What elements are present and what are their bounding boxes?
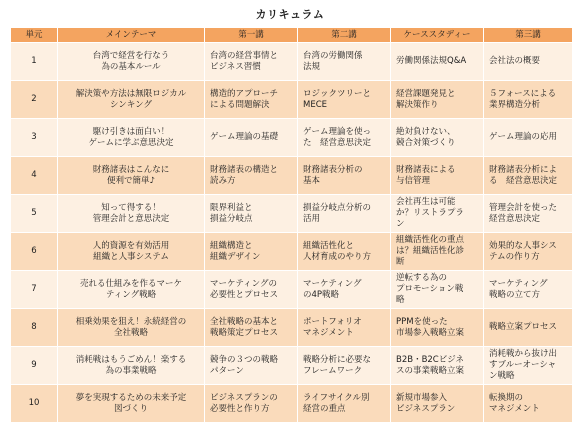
cell-text-line: 夢を実現するための未来予定 bbox=[75, 392, 187, 403]
cell-text-line: ゲームに学ぶ意思決定 bbox=[88, 137, 174, 148]
lecture-1-cell bbox=[205, 385, 298, 423]
cell-text-line: MECE bbox=[303, 99, 328, 110]
main-theme-cell bbox=[58, 43, 205, 81]
cell-text-line: ビジネスプランの bbox=[210, 392, 278, 403]
cell-text-line: 競争の３つの戦略 bbox=[210, 354, 279, 365]
cell-text-line: プロモーション戦 bbox=[396, 284, 464, 295]
main-theme-cell bbox=[58, 157, 205, 195]
lecture-2-cell bbox=[298, 81, 391, 119]
lecture-3-cell bbox=[484, 43, 573, 81]
cell-text-line: 転換期の bbox=[489, 392, 524, 403]
cell-text-line: 財務諸表の構造と bbox=[210, 164, 279, 175]
unit-number-cell: 1 bbox=[11, 43, 58, 81]
lecture-1-cell bbox=[205, 119, 298, 157]
cell-text-line: による問題解決 bbox=[210, 99, 270, 110]
case-study-cell bbox=[391, 347, 484, 385]
cell-text-line: 与信管理 bbox=[396, 175, 431, 186]
cell-text-line: 経営課題発見と bbox=[396, 88, 456, 99]
cell-text-line: 絶対負けない、 bbox=[396, 126, 456, 137]
cell-text-line: 活用 bbox=[303, 213, 321, 224]
cell-text-line: 戦略分析に必要な bbox=[303, 354, 372, 365]
cell-text-line: 財務諸表はこんなに bbox=[92, 164, 170, 175]
cell-text-line: 競合対策づくり bbox=[396, 137, 456, 148]
lecture-2-cell bbox=[298, 271, 391, 309]
cell-text-line: シンキング bbox=[109, 99, 153, 110]
lecture-3-cell bbox=[484, 233, 573, 271]
unit-number-cell: 2 bbox=[11, 81, 58, 119]
cell-text-line: 損益分岐点分析の bbox=[303, 202, 372, 213]
lecture-1-cell bbox=[205, 309, 298, 347]
cell-text-line: 略 bbox=[396, 294, 405, 305]
cell-text-line: 全社戦略 bbox=[113, 327, 148, 338]
lecture-1-cell bbox=[205, 347, 298, 385]
header-main-theme: メインテーマ bbox=[58, 28, 205, 43]
cell-text-line: ビジネスプラン bbox=[396, 403, 456, 414]
lecture-3-cell bbox=[484, 271, 573, 309]
table-row bbox=[11, 385, 573, 423]
unit-number-cell: 5 bbox=[11, 195, 58, 233]
cell-text-line: 組織活性化の重点 bbox=[396, 235, 465, 246]
main-theme-cell bbox=[58, 81, 205, 119]
cell-text-line: 必要性とプロセス bbox=[210, 289, 279, 300]
cell-text-line: 人材育成のやり方 bbox=[303, 251, 372, 262]
cell-text-line: 駆け引きは面白い！ bbox=[92, 126, 170, 137]
cell-text-line: ライフサイクル別 bbox=[303, 392, 370, 403]
page-title: カリキュラム bbox=[255, 8, 325, 21]
cell-text-line: 財務諸表による bbox=[396, 164, 456, 175]
lecture-2-cell bbox=[298, 157, 391, 195]
cell-text-line: 断 bbox=[396, 256, 405, 267]
cell-text-line: 戦略策定プロセス bbox=[210, 327, 279, 338]
cell-text-line: 人的資源を有効活用 bbox=[92, 240, 170, 251]
cell-text-line: 経営の重点 bbox=[303, 403, 346, 414]
cell-text-line: テムの作り方 bbox=[489, 251, 540, 262]
cell-text-line: 解決策作り bbox=[396, 99, 439, 110]
main-theme-cell bbox=[58, 309, 205, 347]
cell-text-line: 全社戦略の基本と bbox=[210, 316, 279, 327]
cell-text-line: は？組織活性化診 bbox=[396, 246, 465, 257]
cell-text-line: B2B・B2Cビジネ bbox=[396, 354, 464, 365]
lecture-3-cell bbox=[484, 81, 573, 119]
main-theme-cell bbox=[58, 233, 205, 271]
cell-text-line: 基本 bbox=[303, 175, 321, 186]
lecture-2-cell bbox=[298, 233, 391, 271]
cell-text-line: ゲーム理論の基礎 bbox=[210, 132, 279, 143]
header-row bbox=[11, 28, 573, 43]
lecture-2-cell bbox=[298, 309, 391, 347]
lecture-1-cell bbox=[205, 157, 298, 195]
cell-text-line: 会社法の概要 bbox=[489, 56, 541, 67]
cell-text-line: 法規 bbox=[303, 61, 321, 72]
unit-number-cell: 4 bbox=[11, 157, 58, 195]
table-row bbox=[11, 157, 573, 195]
case-study-cell bbox=[391, 385, 484, 423]
table-row bbox=[11, 195, 573, 233]
header-lecture-3: 第三講 bbox=[484, 28, 573, 43]
table-row bbox=[11, 81, 573, 119]
cell-text-line: 損益分岐点 bbox=[210, 213, 253, 224]
cell-text-line: マネジメント bbox=[489, 403, 540, 414]
cell-text-line: 経営意思決定 bbox=[489, 213, 541, 224]
case-study-cell bbox=[391, 119, 484, 157]
cell-text-line: マーケティング bbox=[489, 278, 548, 289]
case-study-cell bbox=[391, 81, 484, 119]
cell-text-line: 組織活性化と bbox=[303, 240, 355, 251]
lecture-3-cell bbox=[484, 309, 573, 347]
case-study-cell bbox=[391, 195, 484, 233]
cell-text-line: ロジックツリーと bbox=[303, 88, 372, 99]
case-study-cell bbox=[391, 43, 484, 81]
table-body bbox=[11, 43, 573, 423]
main-theme-cell bbox=[58, 119, 205, 157]
lecture-2-cell bbox=[298, 385, 391, 423]
case-study-cell bbox=[391, 271, 484, 309]
cell-text-line: 業界構造分析 bbox=[489, 99, 541, 110]
lecture-3-cell bbox=[484, 347, 573, 385]
cell-text-line: ティング戦略 bbox=[105, 289, 157, 300]
lecture-2-cell bbox=[298, 43, 391, 81]
unit-number-cell: 8 bbox=[11, 309, 58, 347]
cell-text-line: 消耗戦から抜け出 bbox=[489, 349, 558, 360]
cell-text-line: 管理会計を使った bbox=[489, 202, 558, 213]
cell-text-line: の4P戦略 bbox=[303, 289, 340, 300]
unit-number-cell: 6 bbox=[11, 233, 58, 271]
main-theme-cell bbox=[58, 195, 205, 233]
cell-text-line: 組織デザイン bbox=[210, 251, 261, 262]
cell-text-line: フレームワーク bbox=[303, 365, 363, 376]
cell-text-line: 新規市場参入 bbox=[396, 392, 448, 403]
cell-text-line: ゲーム理論を使っ bbox=[303, 126, 372, 137]
cell-text-line: 為の基本ルール bbox=[101, 61, 161, 72]
lecture-1-cell bbox=[205, 195, 298, 233]
lecture-3-cell bbox=[484, 119, 573, 157]
cell-text-line: ン bbox=[396, 218, 405, 229]
lecture-1-cell bbox=[205, 233, 298, 271]
cell-text-line: すブルーオーシャ bbox=[489, 360, 557, 371]
lecture-3-cell bbox=[484, 195, 573, 233]
table-row bbox=[11, 233, 573, 271]
header-case-study: ケーススタディー bbox=[391, 28, 484, 43]
cell-text-line: か？リストラプラ bbox=[396, 208, 464, 219]
cell-text-line: 財務諸表分析の bbox=[303, 164, 363, 175]
cell-text-line: 台湾の経営事情と bbox=[210, 50, 279, 61]
lecture-1-cell bbox=[205, 43, 298, 81]
cell-text-line: ポートフォリオ bbox=[303, 316, 362, 327]
cell-text-line: 構造的アプローチ bbox=[210, 88, 279, 99]
cell-text-line: た 経営意思決定 bbox=[303, 137, 372, 148]
cell-text-line: マーケティング bbox=[303, 278, 362, 289]
cell-text-line: 会社再生は可能 bbox=[396, 197, 456, 208]
cell-text-line: 為の事業戦略 bbox=[105, 365, 157, 376]
table-row bbox=[11, 43, 573, 81]
lecture-3-cell bbox=[484, 157, 573, 195]
cell-text-line: 組織と人事システム bbox=[93, 251, 169, 262]
lecture-2-cell bbox=[298, 347, 391, 385]
table-row bbox=[11, 309, 573, 347]
cell-text-line: 便利で簡単♪ bbox=[107, 175, 155, 186]
unit-number-cell: 7 bbox=[11, 271, 58, 309]
cell-text-line: 相乗効果を狙え！永続経営の bbox=[75, 316, 187, 327]
cell-text-line: 台湾で経営を行なう bbox=[92, 50, 170, 61]
cell-text-line: 逆転する為の bbox=[396, 273, 448, 284]
cell-text-line: スの事業戦略立案 bbox=[396, 365, 465, 376]
cell-text-line: 戦略の立て方 bbox=[489, 289, 541, 300]
table-row bbox=[11, 271, 573, 309]
curriculum-table bbox=[10, 27, 573, 423]
header-unit: 単元 bbox=[11, 28, 58, 43]
cell-text-line: 必要性と作り方 bbox=[210, 403, 270, 414]
table-row bbox=[11, 347, 573, 385]
lecture-1-cell bbox=[205, 271, 298, 309]
cell-text-line: 効果的な人事シス bbox=[489, 240, 557, 251]
cell-text-line: パターン bbox=[210, 365, 244, 376]
cell-text-line: ン戦略 bbox=[489, 370, 515, 381]
main-theme-cell bbox=[58, 347, 205, 385]
cell-text-line: 台湾の労働関係 bbox=[303, 50, 363, 61]
lecture-3-cell bbox=[484, 385, 573, 423]
main-theme-cell bbox=[58, 271, 205, 309]
cell-text-line: ゲーム理論の応用 bbox=[489, 132, 558, 143]
cell-text-line: 解決策や方法は無限ロジカル bbox=[75, 88, 187, 99]
header-lecture-1: 第一講 bbox=[205, 28, 298, 43]
cell-text-line: 管理会計と意思決定 bbox=[92, 213, 170, 224]
header-lecture-2: 第二講 bbox=[298, 28, 391, 43]
case-study-cell bbox=[391, 309, 484, 347]
cell-text-line: 知って得する！ bbox=[101, 202, 161, 213]
cell-text-line: PPMを使った bbox=[396, 316, 448, 327]
cell-text-line: 図づくり bbox=[113, 403, 148, 414]
cell-text-line: 財務諸表分析によ bbox=[489, 164, 558, 175]
cell-text-line: 消耗戦はもうごめん！楽する bbox=[75, 354, 187, 365]
cell-text-line: 戦略立案プロセス bbox=[489, 322, 558, 333]
cell-text-line: る 経営意思決定 bbox=[489, 175, 558, 186]
cell-text-line: 労働関係法規Q&A bbox=[396, 56, 467, 67]
lecture-2-cell bbox=[298, 119, 391, 157]
cell-text-line: マーケティングの bbox=[210, 278, 277, 289]
unit-number-cell: 10 bbox=[11, 385, 58, 423]
main-theme-cell bbox=[58, 385, 205, 423]
cell-text-line: 売れる仕組みを作るマーケ bbox=[79, 278, 182, 289]
cell-text-line: 限界利益と bbox=[210, 202, 253, 213]
lecture-1-cell bbox=[205, 81, 298, 119]
unit-number-cell: 3 bbox=[11, 119, 58, 157]
lecture-2-cell bbox=[298, 195, 391, 233]
cell-text-line: 組織構造と bbox=[210, 240, 253, 251]
unit-number-cell: 9 bbox=[11, 347, 58, 385]
cell-text-line: 読み方 bbox=[210, 175, 236, 186]
cell-text-line: 市場参入戦略立案 bbox=[396, 327, 465, 338]
case-study-cell bbox=[391, 157, 484, 195]
cell-text-line: ５フォースによる bbox=[489, 88, 557, 99]
case-study-cell bbox=[391, 233, 484, 271]
cell-text-line: マネジメント bbox=[303, 327, 354, 338]
cell-text-line: ビジネス習慣 bbox=[210, 61, 261, 72]
table-row bbox=[11, 119, 573, 157]
